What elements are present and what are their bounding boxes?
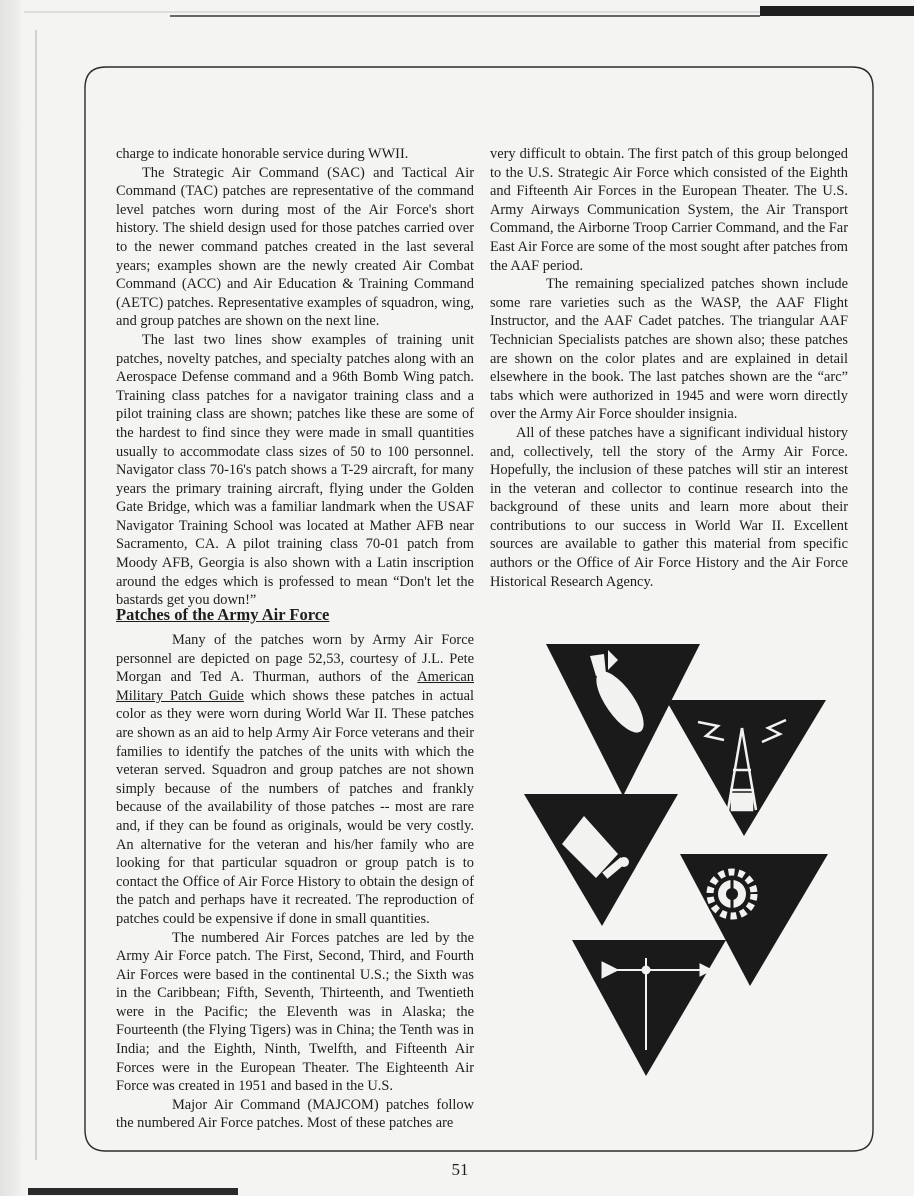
radio-tower-patch [666, 700, 826, 836]
book-title-link: American Military Patch Guide [116, 669, 474, 704]
left-column-top [116, 145, 474, 610]
text-segment: Many of the patches worn by Army Air Force personnel are depicted on page 52,53, courtesy of J.L. Pete Morgan and Ted A. Thurman, authors of the [116, 632, 474, 686]
paragraph-command-patches: The Strategic Air Command (SAC) and Tactical Air Command (TAC) patches are representative of the command level patches worn during most of the Air Force's short history. The shield design used for those patches carried over to the newer command patches created in the last several years; examples shown are the newly created Air Combat Command (ACC) and Air Education & Training Command (AETC) patches. Representative examples of squadron, wing, and group patches are shown on the next line. [116, 164, 474, 330]
paragraph-history: All of these patches have a significant individual history and, collectively, tell the story of the Army Air Force. Hopefully, the inclusion of these patches will stir an interest in the veteran and collector to continue research into the background of these units and learn more about their contributions to our success in World War II. Excellent sources are available to gather this material from specific authors or the Office of Air Force History and the Air Force Historical Research Agency. [490, 424, 848, 590]
paragraph-specialized-patches: The remaining specialized patches shown include some rare varieties such as the WASP, the AAF Flight Instructor, and the AAF Cadet patches. The triangular AAF Technician Specialists patches are shown also; these patches are shown on the color plates and are explained in detail elsewhere in the book. The last patches shown are the “arc” tabs which were authorized in 1945 and were worn directly over the Army Air Force shoulder insignia. [490, 276, 848, 423]
text-segment: which shows these patches in actual color as they were worn during World War II. These patches are shown as an aid to help Army Air Force veterans and their families to identify the patches of the units with which the veteran served. Squadron and group patches are not shown simply because of the numbers of patches and frankly because of the availability of those patches -- most are rare and, if they can be found as originals, would be very costly. An alternative for the veteran and his/her family who are looking for that particular squadron or group patch is to contact the Office of Air Force History to obtain the design of the patch and perhaps have it recreated. The reproduction of patches could be expensive if done in small quantities. [116, 687, 474, 927]
spine-edge-line [35, 30, 37, 1160]
paragraph-training-patches: The last two lines show examples of training unit patches, novelty patches, and specialty patches along with an Aerospace Defense command and a 96th Bomb Wing patch. Training class patches for a navigator training class and a pilot training class are shown; patches like these are some of the hardest to find since they were made in small quantities usually to accommodate class sizes of 50 to 100 personnel. Navigator class 70-16's patch shows a T-29 aircraft, for many years the primary training aircraft, flying under the Golden Gate Bridge, which was a familiar landmark when the USAF Navigator Training School was located at Mather AFB near Sacramento, CA. A pilot training class 70-01 patch from Moody AFB, Georgia is also shown with a Latin inscription around the edges which is professed to mean “Don't let the bastards get you down!” [116, 331, 474, 609]
scan-bottom-bar [28, 1188, 238, 1195]
page-number: 51 [451, 1160, 469, 1179]
left-column-bottom [116, 631, 474, 1133]
photo-camera-patch [524, 794, 678, 926]
paragraph-wwii-charge: charge to indicate honorable service during WWII. [116, 146, 409, 162]
scan-top-edge [0, 0, 914, 20]
bomb-patch [546, 644, 700, 796]
paragraph-majcom: Major Air Command (MAJCOM) patches follow the numbered Air Force patches. Most of these patches are [116, 1096, 474, 1132]
book-spine-shadow [0, 0, 24, 1196]
weathervane-patch [572, 940, 726, 1076]
paragraph-rare-patches: very difficult to obtain. The first patch of this group belonged to the U.S. Strategic Air Force which consisted of the Eighth and Fifteenth Air Forces in the European Theater. The U.S. Army Airways Communication System, the Air Transport Command, the Airborne Troop Carrier Command, and the Far East Air Force are some of the most sought after patches from the AAF period. [490, 146, 848, 274]
specialist-patches-figure [520, 640, 840, 1080]
right-column [490, 145, 848, 591]
paragraph-numbered-air-forces: The numbered Air Forces patches are led by the Army Air Force patch. The First, Second, Third, and Fourth Air Forces were based in the continental U.S.; the Sixth was in the Caribbean; Fifth, Seventh, Thirteenth, and Twentieth were in the Pacific; the Eleventh was in Alaska; the Fourteenth (the Flying Tigers) was in China; the Tenth was in India; and the Eighth, Ninth, Twelfth, and Fifteenth Air Forces were in the European Theater. The Eighteenth Air Force was created in 1951 and based in the U.S. [116, 929, 474, 1095]
paragraph-aaf-patches [116, 631, 474, 929]
section-heading: Patches of the Army Air Force [116, 605, 330, 624]
